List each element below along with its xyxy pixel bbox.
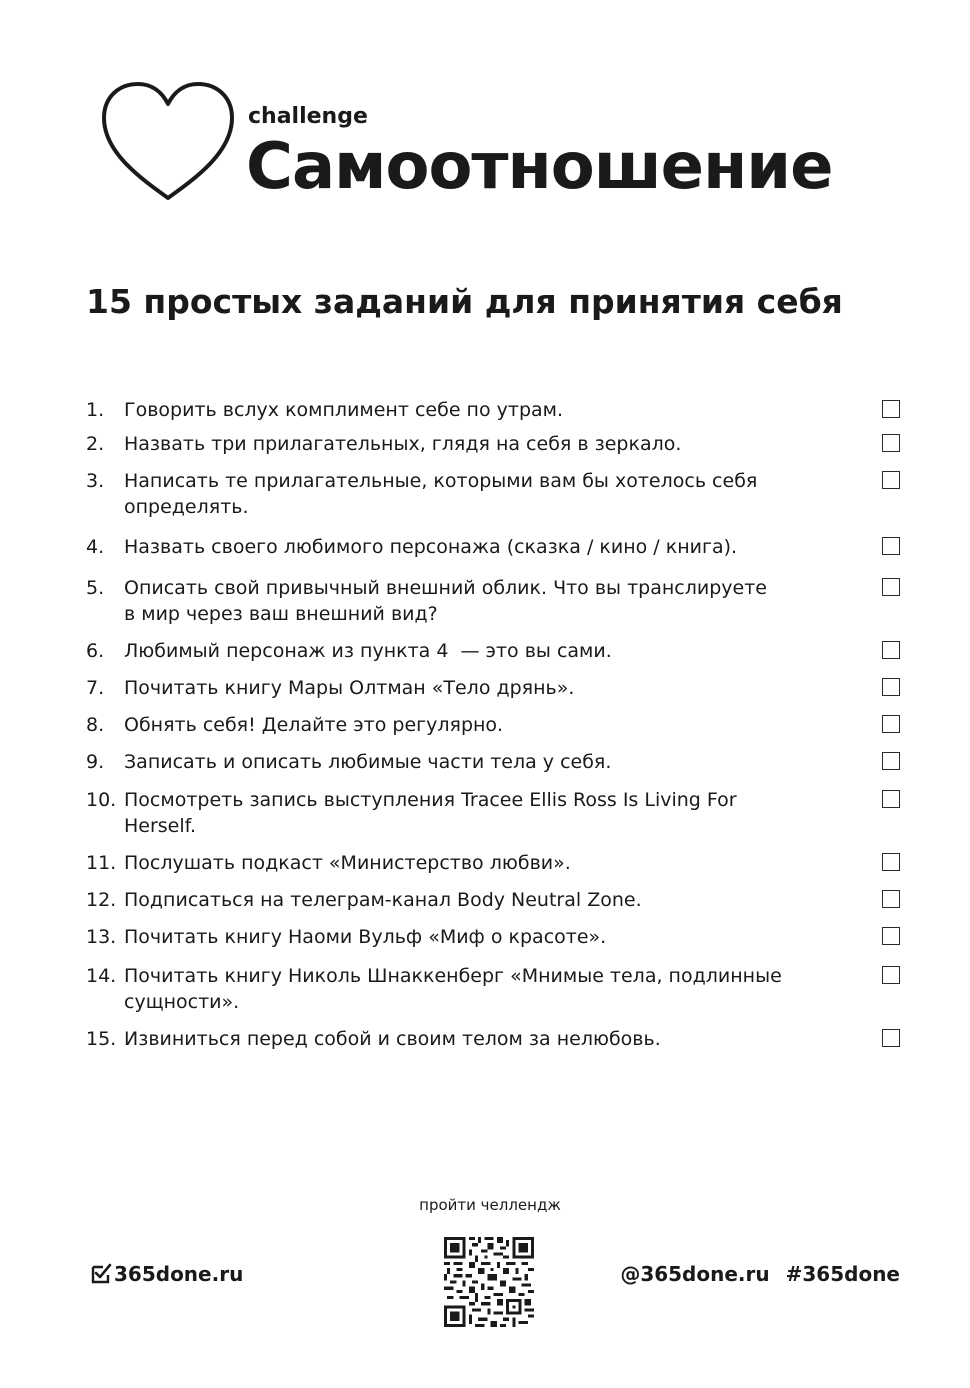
- task-checkbox[interactable]: [882, 678, 900, 696]
- challenge-kicker: challenge: [248, 104, 368, 129]
- task-number: 11.: [86, 852, 117, 874]
- task-text: Любимый персонаж из пункта 4 — это вы сами.: [124, 640, 612, 662]
- task-number: 12.: [86, 889, 117, 911]
- task-checkbox[interactable]: [882, 400, 900, 418]
- task-text: Обнять себя! Делайте это регулярно.: [124, 714, 504, 736]
- task-item: [86, 850, 906, 876]
- task-item: [86, 468, 906, 520]
- task-text: Записать и описать любимые части тела у себя.: [124, 751, 612, 773]
- heart-outline-icon: [100, 80, 236, 204]
- task-number: 13.: [86, 926, 117, 948]
- task-text: Подписаться на телеграм-канал Body Neutral Zone.: [124, 889, 642, 911]
- task-number: 1.: [86, 399, 105, 421]
- task-number: 2.: [86, 433, 105, 455]
- social-links: [620, 1262, 900, 1286]
- task-item: [86, 397, 906, 423]
- task-checkbox[interactable]: [882, 790, 900, 808]
- task-text: Послушать подкаст «Министерство любви».: [124, 852, 571, 874]
- page-subtitle: 15 простых заданий для принятия себя: [86, 282, 843, 321]
- task-number: 4.: [86, 536, 105, 558]
- qr-caption: пройти челлендж: [419, 1196, 561, 1214]
- task-number: 14.: [86, 965, 117, 987]
- task-checkbox[interactable]: [882, 752, 900, 770]
- task-text: Назвать своего любимого персонажа (сказка / кино / книга).: [124, 536, 738, 558]
- task-text: Описать свой привычный внешний облик. Что вы транслируете в мир через ваш внешний вид?: [124, 577, 767, 625]
- task-checkbox[interactable]: [882, 890, 900, 908]
- task-checkbox[interactable]: [882, 471, 900, 489]
- task-item: [86, 1026, 906, 1052]
- task-text: Написать те прилагательные, которыми вам бы хотелось себя определять.: [124, 470, 758, 518]
- check-box-icon: [90, 1263, 112, 1285]
- task-checkbox[interactable]: [882, 853, 900, 871]
- task-text: Посмотреть запись выступления Tracee Ellis Ross Is Living For Herself.: [124, 789, 737, 837]
- task-checkbox[interactable]: [882, 578, 900, 596]
- site-link-text: 365done.ru: [114, 1262, 244, 1286]
- task-item: [86, 924, 906, 950]
- qr-code-icon[interactable]: [444, 1237, 534, 1327]
- task-item: [86, 534, 906, 560]
- task-item: [86, 963, 906, 1015]
- task-text: Назвать три прилагательных, глядя на себя в зеркало.: [124, 433, 682, 455]
- task-number: 10.: [86, 789, 117, 811]
- task-item: [86, 787, 906, 839]
- task-checkbox[interactable]: [882, 641, 900, 659]
- social-handle[interactable]: @365done.ru: [620, 1262, 770, 1286]
- task-checkbox[interactable]: [882, 434, 900, 452]
- task-text: Почитать книгу Мары Олтман «Тело дрянь».: [124, 677, 575, 699]
- task-text: Извиниться перед собой и своим телом за нелюбовь.: [124, 1028, 661, 1050]
- task-number: 7.: [86, 677, 105, 699]
- task-text: Говорить вслух комплимент себе по утрам.: [124, 399, 564, 421]
- task-checkbox[interactable]: [882, 537, 900, 555]
- task-checkbox[interactable]: [882, 715, 900, 733]
- task-checkbox[interactable]: [882, 966, 900, 984]
- task-text: Почитать книгу Наоми Вульф «Миф о красоте».: [124, 926, 607, 948]
- site-link[interactable]: [90, 1262, 243, 1286]
- task-number: 15.: [86, 1028, 117, 1050]
- task-number: 5.: [86, 577, 105, 599]
- task-text: Почитать книгу Николь Шнаккенберг «Мнимые тела, подлинные сущности».: [124, 965, 782, 1013]
- task-item: [86, 575, 906, 627]
- task-number: 3.: [86, 470, 105, 492]
- task-number: 8.: [86, 714, 105, 736]
- task-number: 9.: [86, 751, 105, 773]
- task-checkbox[interactable]: [882, 1029, 900, 1047]
- task-item: [86, 749, 906, 775]
- task-item: [86, 675, 906, 701]
- task-list: [86, 397, 906, 1052]
- social-hashtag[interactable]: #365done: [785, 1262, 900, 1286]
- task-item: [86, 431, 906, 457]
- task-number: 6.: [86, 640, 105, 662]
- task-item: [86, 887, 906, 913]
- page-title: Самоотношение: [246, 130, 833, 204]
- task-item: [86, 712, 906, 738]
- task-item: [86, 638, 906, 664]
- task-checkbox[interactable]: [882, 927, 900, 945]
